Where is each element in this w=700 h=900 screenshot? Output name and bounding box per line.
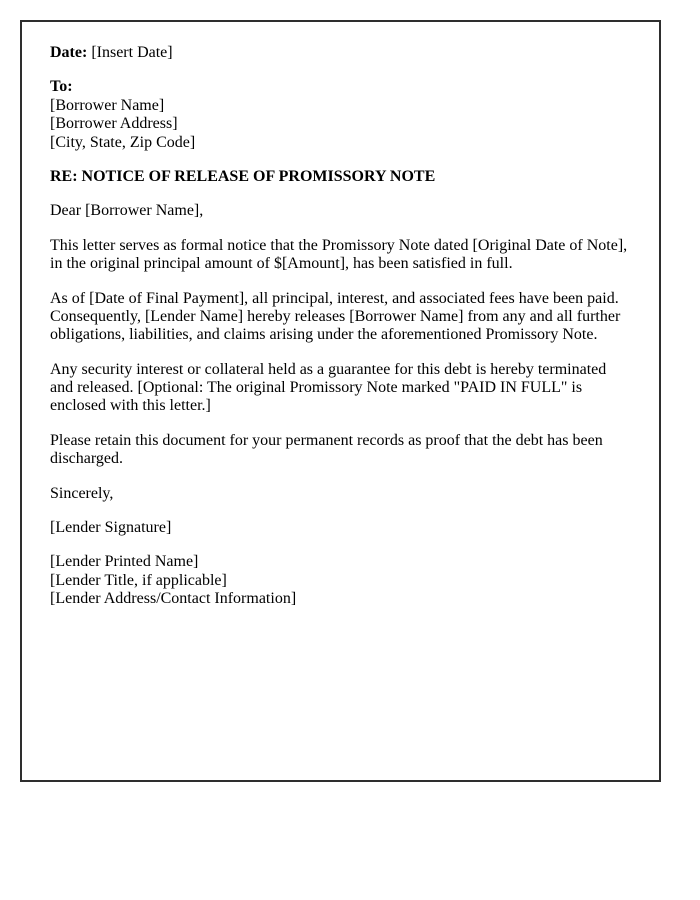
- recipient-city-state-zip: [City, State, Zip Code]: [50, 133, 196, 151]
- salutation: Dear [Borrower Name],: [50, 202, 204, 220]
- lender-title: [Lender Title, if applicable]: [50, 571, 227, 589]
- to-label: To:: [50, 78, 73, 96]
- body-paragraph-4: Please retain this document for your permanent records as proof that the debt has been discharged.: [50, 431, 603, 468]
- closing: Sincerely,: [50, 484, 114, 502]
- recipient-block: [50, 78, 631, 152]
- date-line: [50, 44, 631, 62]
- subject-line: [50, 168, 631, 186]
- subject-text: RE: NOTICE OF RELEASE OF PROMISSORY NOTE: [50, 167, 436, 185]
- signature-placeholder: [Lender Signature]: [50, 519, 172, 537]
- lender-contact: [Lender Address/Contact Information]: [50, 590, 297, 608]
- body-paragraph-1: This letter serves as formal notice that the Promissory Note dated [Original Date of Note], in the original principal amount of $[Amount], has been satisfied in full.: [50, 236, 628, 273]
- recipient-address: [Borrower Address]: [50, 115, 178, 133]
- signature-block: [50, 553, 631, 608]
- lender-printed-name: [Lender Printed Name]: [50, 553, 199, 571]
- body-paragraph-2: As of [Date of Final Payment], all principal, interest, and associated fees have been paid. Consequently, [Lender Name] hereby releases [Borrower Name] from any and all further obligations, liabilities, and claims arising under the aforementioned Promissory Note.: [50, 289, 621, 344]
- date-value: [Insert Date]: [91, 44, 173, 61]
- recipient-name: [Borrower Name]: [50, 96, 165, 114]
- date-label: Date:: [50, 44, 88, 61]
- body-paragraph-3: Any security interest or collateral held as a guarantee for this debt is hereby terminated and released. [Optional: The original Promissory Note marked "PAID IN FULL" is enclosed with this letter.]: [50, 360, 607, 415]
- letter-document: [20, 20, 661, 782]
